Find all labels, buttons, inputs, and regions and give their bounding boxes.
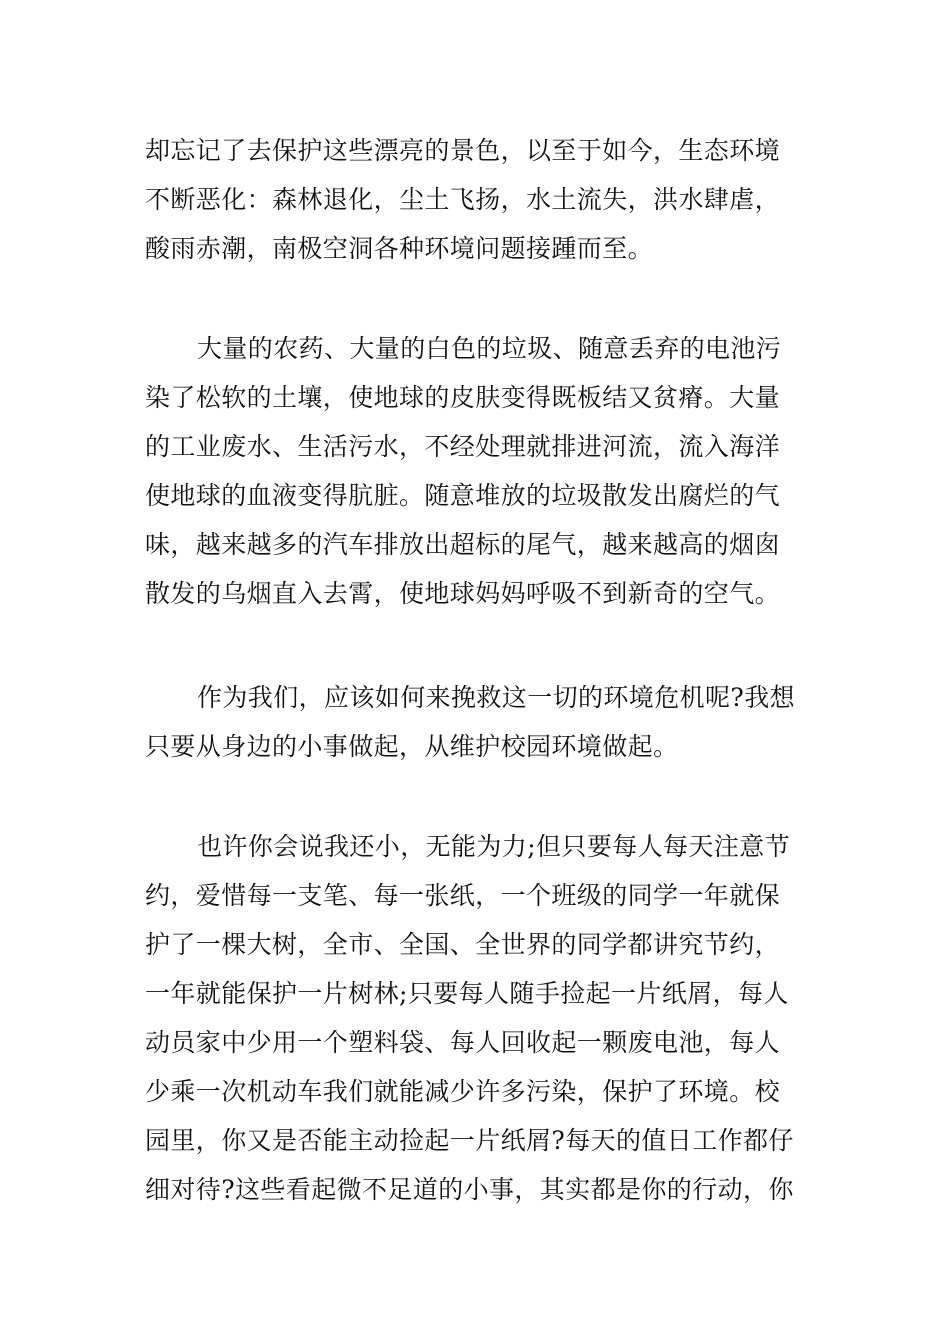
- paragraph-line: 大量的农药、大量的白色的垃圾、随意丢弃的电池污: [197, 334, 782, 363]
- paragraph-line: 不断恶化：森林退化，尘土飞扬，水土流失，洪水肆虐，: [145, 185, 781, 214]
- paragraph-4: [145, 822, 815, 1214]
- paragraph-line: 散发的乌烟直入去霄，使地球妈妈呼吸不到新奇的空气。: [145, 579, 781, 608]
- paragraph-2: [145, 324, 815, 618]
- paragraph-line: 一年就能保护一片树林;只要每人随手捡起一片纸屑，每人: [145, 979, 789, 1008]
- paragraph-line: 味，越来越多的汽车排放出超标的尾气，越来越高的烟囱: [145, 530, 781, 559]
- paragraph-1: [145, 126, 815, 273]
- paragraph-3: [145, 673, 815, 771]
- paragraph-line: 使地球的血液变得肮脏。随意堆放的垃圾散发出腐烂的气: [145, 481, 781, 510]
- paragraph-line: 却忘记了去保护这些漂亮的景色，以至于如今，生态环境: [145, 136, 781, 165]
- paragraph-line: 作为我们，应该如何来挽救这一切的环境危机呢?我想: [197, 683, 796, 712]
- paragraph-line: 动员家中少用一个塑料袋、每人回收起一颗废电池，每人: [145, 1028, 781, 1057]
- paragraph-line: 也许你会说我还小，无能为力;但只要每人每天注意节: [197, 832, 791, 861]
- paragraph-line: 护了一棵大树，全市、全国、全世界的同学都讲究节约，: [145, 930, 781, 959]
- paragraph-line: 细对待?这些看起微不足道的小事，其实都是你的行动，你: [145, 1175, 794, 1204]
- paragraph-line: 染了松软的土壤，使地球的皮肤变得既板结又贫瘠。大量: [145, 383, 781, 412]
- paragraph-line: 只要从身边的小事做起，从维护校园环境做起。: [145, 732, 679, 761]
- paragraph-line: 约，爱惜每一支笔、每一张纸，一个班级的同学一年就保: [145, 881, 781, 910]
- paragraph-line: 的工业废水、生活污水，不经处理就排进河流，流入海洋: [145, 432, 781, 461]
- paragraph-line: 园里，你又是否能主动捡起一片纸屑?每天的值日工作都仔: [145, 1126, 794, 1155]
- paragraph-line: 少乘一次机动车我们就能减少许多污染，保护了环境。校: [145, 1077, 781, 1106]
- paragraph-line: 酸雨赤潮，南极空洞各种环境问题接踵而至。: [145, 234, 654, 263]
